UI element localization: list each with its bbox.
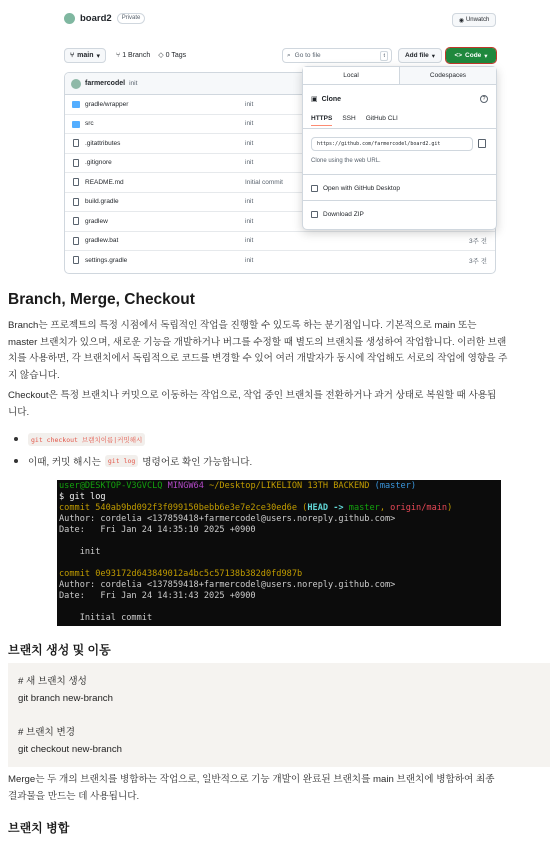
prompt-env: MINGW64 xyxy=(167,481,204,491)
paragraph-line: 치를 사용하면, 각 브랜치에서 독립적으로 코드를 변경할 수 있어 여러 개발자가 동시에 작업해도 서로의 작업에 영향을 주 xyxy=(8,353,508,364)
add-file-button[interactable] xyxy=(398,48,442,63)
unwatch-label: Unwatch xyxy=(465,17,490,23)
bullet-list xyxy=(8,428,548,472)
terminal-line: Initial commit xyxy=(59,613,153,623)
code-label: Code xyxy=(465,52,482,59)
merge-paragraph xyxy=(8,772,548,805)
file-name[interactable]: settings.gradle xyxy=(85,257,128,265)
divider xyxy=(303,128,496,129)
tab-https[interactable]: HTTPS xyxy=(311,115,332,126)
branches-link[interactable] xyxy=(116,51,150,59)
file-icon xyxy=(73,217,79,225)
file-name[interactable]: .gitignore xyxy=(85,159,112,167)
commit-author[interactable]: farmercodel xyxy=(85,80,126,87)
tag-count: 0 Tags xyxy=(165,51,187,59)
file-icon xyxy=(73,159,79,167)
chevron-down-icon: ▾ xyxy=(431,52,436,60)
chevron-down-icon: ▾ xyxy=(96,52,101,60)
desktop-icon xyxy=(311,185,318,192)
commit-hash: commit 540ab9bd092f3f099150bebb6e3e7e2ce30ed6e xyxy=(59,503,297,513)
terminal-line: Date: Fri Jan 24 14:35:10 2025 +0900 xyxy=(59,525,256,535)
branch-selector-button[interactable] xyxy=(64,48,106,63)
file-name[interactable]: build.gradle xyxy=(85,198,119,206)
checkout-paragraph xyxy=(8,388,548,421)
clone-protocol-tabs xyxy=(311,115,398,126)
code-line: git checkout new-branch xyxy=(18,744,122,755)
download-zip-item[interactable] xyxy=(311,211,364,218)
master-ref: master xyxy=(348,503,380,513)
repo-name[interactable]: board2 xyxy=(80,13,112,24)
paragraph-line: 지 않습니다. xyxy=(8,369,60,381)
tab-local[interactable]: Local xyxy=(303,67,400,84)
commit-hash: commit 0e93172d643849012a4bc5c57138b382d0fd987b xyxy=(59,569,303,579)
code-block xyxy=(8,663,550,767)
help-icon[interactable]: ? xyxy=(480,95,488,103)
avatar[interactable] xyxy=(71,79,81,89)
eye-icon: ◉ xyxy=(458,17,464,24)
prompt-path: ~/Desktop/LIKELION 13TH BACKEND xyxy=(209,481,370,491)
divider xyxy=(303,174,496,175)
file-commit-message[interactable]: init xyxy=(245,217,254,225)
file-commit-message[interactable]: init xyxy=(245,100,254,108)
file-commit-message[interactable]: init xyxy=(245,159,254,167)
open-desktop-item[interactable] xyxy=(311,185,400,192)
file-row[interactable] xyxy=(65,232,495,252)
go-to-file-placeholder: Go to file xyxy=(294,52,321,59)
file-row[interactable] xyxy=(65,251,495,271)
file-name[interactable]: README.md xyxy=(85,178,124,186)
terminal-screenshot xyxy=(57,480,501,626)
section-heading-merge: 브랜치 병합 xyxy=(8,821,70,835)
terminal-command: $ git log xyxy=(59,492,106,502)
divider xyxy=(303,200,496,201)
inline-code: git checkout 브랜치이름|커밋해시 xyxy=(28,433,145,446)
clone-heading xyxy=(311,95,341,103)
shortcut-key: t xyxy=(380,51,388,61)
branch-paragraph xyxy=(8,318,548,384)
add-file-label: Add file xyxy=(404,52,429,59)
terminal-line: Author: cordelia <137859418+farmercodel@users.noreply.github.com> xyxy=(59,514,396,524)
commit-message[interactable]: init xyxy=(129,80,138,87)
paragraph-line: master 브랜치가 있으며, 새로운 기능을 개발하거나 버그를 수정할 때 별도의 브랜치를 생성하여 작업합니다. 이러한 브랜 xyxy=(8,336,507,348)
file-commit-message[interactable]: init xyxy=(245,257,254,265)
file-name[interactable]: gradle/wrapper xyxy=(85,100,129,108)
code-button[interactable] xyxy=(446,48,496,63)
code-dropdown xyxy=(302,66,497,230)
prompt-user: user@DESKTOP-V3GVCLQ xyxy=(59,481,163,491)
copy-icon[interactable] xyxy=(478,139,486,148)
unwatch-button[interactable] xyxy=(452,13,496,27)
file-date: 3주 전 xyxy=(469,258,487,266)
terminal-line: Date: Fri Jan 24 14:31:43 2025 +0900 xyxy=(59,591,256,601)
github-repo-screenshot xyxy=(58,8,504,276)
terminal-prompt-line xyxy=(59,481,499,492)
file-name[interactable]: .gitattributes xyxy=(85,139,121,147)
file-icon xyxy=(73,139,79,147)
file-commit-message[interactable]: init xyxy=(245,139,254,147)
repo-toolbar xyxy=(64,48,496,64)
code-line: # 브랜치 변경 xyxy=(18,727,76,738)
file-commit-message[interactable]: init xyxy=(245,237,254,245)
zip-icon xyxy=(311,211,318,218)
terminal-commit-line: commit 540ab9bd092f3f099150bebb6e3e7e2ce30ed6e (HEAD -> master, origin/main) xyxy=(59,503,453,513)
terminal-line: init xyxy=(59,547,101,557)
branch-name: main xyxy=(77,52,94,59)
folder-icon xyxy=(72,121,80,128)
bullet-text: 명령어로 확인 가능합니다. xyxy=(142,457,253,468)
file-commit-message[interactable]: init xyxy=(245,198,254,206)
file-name[interactable]: src xyxy=(85,120,94,128)
section-heading-create: 브랜치 생성 및 이동 xyxy=(8,643,111,657)
file-icon xyxy=(73,237,79,245)
download-zip-label: Download ZIP xyxy=(323,211,364,218)
paragraph-line: 니다. xyxy=(8,406,30,418)
head-ref: HEAD -> xyxy=(307,503,349,513)
file-icon xyxy=(73,256,79,264)
file-icon xyxy=(73,198,79,206)
prompt-branch: (master) xyxy=(374,481,417,491)
repo-counts xyxy=(116,51,186,59)
visibility-badge: Private xyxy=(117,13,146,24)
list-item xyxy=(8,428,548,450)
file-commit-message[interactable]: init xyxy=(245,120,254,128)
code-line: git branch new-branch xyxy=(18,693,113,704)
inline-code: git log xyxy=(105,455,138,467)
branch-icon: ⑂ xyxy=(69,52,75,59)
tab-codespaces[interactable]: Codespaces xyxy=(400,67,496,84)
open-desktop-label: Open with GitHub Desktop xyxy=(323,185,400,192)
repo-owner-avatar-icon xyxy=(64,13,75,24)
clone-title: Clone xyxy=(321,95,342,103)
code-line xyxy=(18,707,540,724)
tab-github-cli[interactable]: GitHub CLI xyxy=(365,115,398,122)
search-icon: ⌕ xyxy=(287,51,291,59)
code-dropdown-tabs xyxy=(303,67,496,85)
terminal-icon: ▣ xyxy=(311,96,318,103)
terminal-line xyxy=(59,536,499,547)
clone-url-input[interactable]: https://github.com/farmercodel/board2.git xyxy=(311,137,473,151)
terminal-line xyxy=(59,602,499,613)
tab-ssh[interactable]: SSH xyxy=(342,115,356,122)
list-item xyxy=(8,450,548,472)
file-date: 3주 전 xyxy=(469,238,487,246)
terminal-line xyxy=(59,558,499,569)
bullet-text: 이때, 커밋 해시는 xyxy=(28,457,101,468)
chevron-down-icon: ▾ xyxy=(484,52,488,60)
paragraph-line: Branch는 프로젝트의 특정 시점에서 독립적인 작업을 진행할 수 있도록 하는 분기점입니다. 기본적으로 main 또는 xyxy=(8,320,477,331)
branch-icon: ⑂ xyxy=(116,51,121,59)
code-icon: <> xyxy=(454,52,463,59)
branch-count: 1 Branch xyxy=(122,51,151,59)
paragraph-line: Checkout은 특정 브랜치나 커밋으로 이동하는 작업으로, 작업 중인 브랜치를 전환하거나 과거 상태로 복원할 때 사용됩 xyxy=(8,390,497,401)
origin-ref: origin/main xyxy=(390,503,448,513)
repo-header xyxy=(64,13,145,24)
file-name[interactable]: gradlew xyxy=(85,217,108,225)
file-icon xyxy=(73,178,79,186)
code-line: # 새 브랜치 생성 xyxy=(18,676,87,687)
tags-link[interactable] xyxy=(158,51,186,59)
terminal-line: Author: cordelia <137859418+farmercodel@users.noreply.github.com> xyxy=(59,580,396,590)
article-title: Branch, Merge, Checkout xyxy=(8,291,195,308)
go-to-file-input[interactable] xyxy=(282,48,392,63)
paragraph-line: 결과물을 만드는 데 사용됩니다. xyxy=(8,790,140,802)
file-name[interactable]: gradlew.bat xyxy=(85,237,119,245)
tag-icon: ◇ xyxy=(158,52,164,59)
file-commit-message[interactable]: Initial commit xyxy=(245,178,283,186)
paragraph-line: Merge는 두 개의 브랜치를 병합하는 작업으로, 일반적으로 기능 개발이 완료된 브랜치를 main 브랜치에 병합하여 최종 xyxy=(8,774,495,785)
folder-icon xyxy=(72,101,80,108)
clone-hint: Clone using the web URL. xyxy=(311,158,381,164)
